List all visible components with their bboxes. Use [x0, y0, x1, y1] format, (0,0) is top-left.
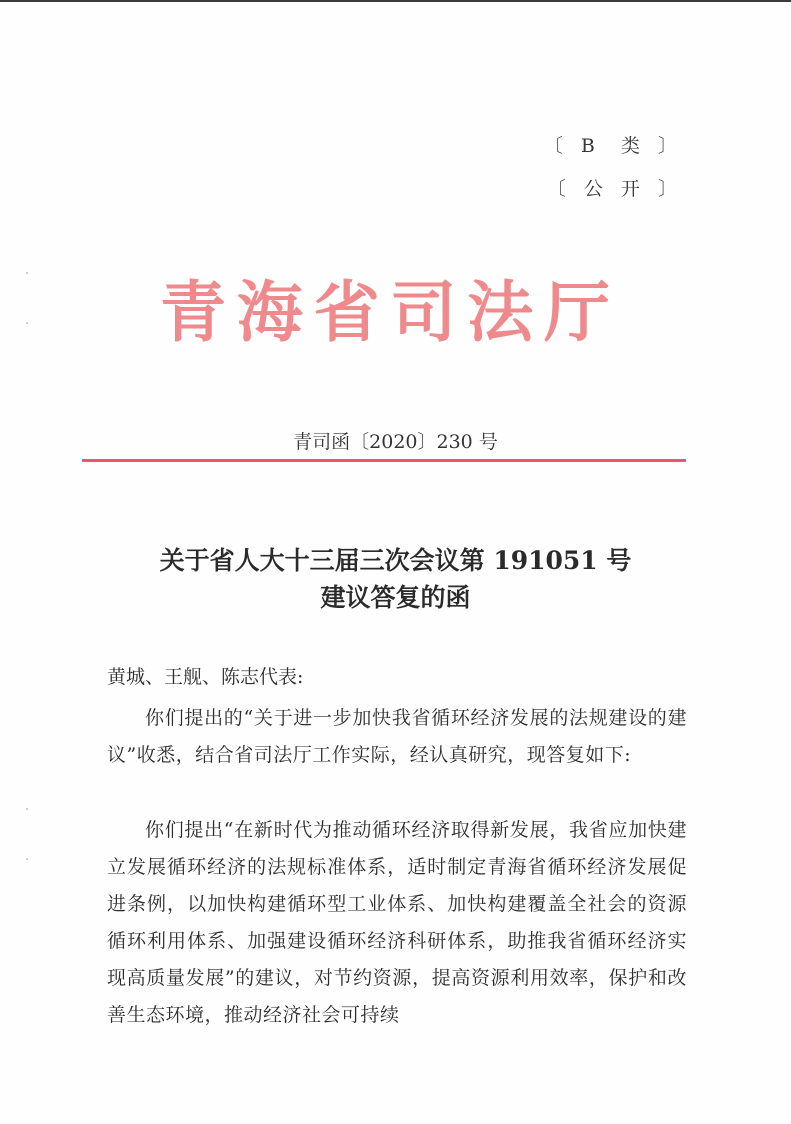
publicity-label: 〔 公 开 〕	[546, 178, 679, 200]
letterhead-char: 青	[160, 273, 226, 351]
letterhead-divider	[82, 459, 686, 462]
letterhead-org-name	[160, 272, 610, 352]
scan-speck	[26, 858, 28, 860]
scan-speck	[26, 272, 28, 274]
document-title-line-2: 建议答复的函	[320, 583, 471, 612]
body-paragraph: 你们提出“在新时代为推动循环经济取得新发展，我省应加快建立发展循环经济的法规标准体系，适时制定青海省循环经济发展促进条例，以加快构建循环型工业体系、加快构建覆盖全社会的资源循环利用体系、加强建设循环经济科研体系，助推我省循环经济实现高质量发展”的建议，对节约资源，提高资源利用效率，保护和改善生态环境，推动经济社会可持续	[107, 819, 687, 1026]
letterhead-char: 海	[236, 273, 303, 351]
document-title-line-1: 关于省人大十三届三次会议第 191051 号	[159, 546, 632, 575]
letterhead-char: 法	[467, 273, 534, 351]
letterhead-char: 省	[313, 273, 380, 351]
page-top-edge	[0, 0, 791, 2]
salutation: 黄城、王舰、陈志代表:	[107, 666, 304, 688]
category-label: 〔 B 类 〕	[543, 135, 679, 157]
letterhead-char: 厅	[543, 273, 610, 351]
body-paragraph: 你们提出的“关于进一步加快我省循环经济发展的法规建设的建议”收悉，结合省司法厅工作实际，经认真研究，现答复如下:	[107, 707, 687, 766]
document-number: 青司函〔2020〕230 号	[293, 431, 498, 453]
letterhead-char: 司	[390, 273, 457, 351]
scan-speck	[26, 322, 28, 324]
scan-speck	[26, 808, 28, 810]
